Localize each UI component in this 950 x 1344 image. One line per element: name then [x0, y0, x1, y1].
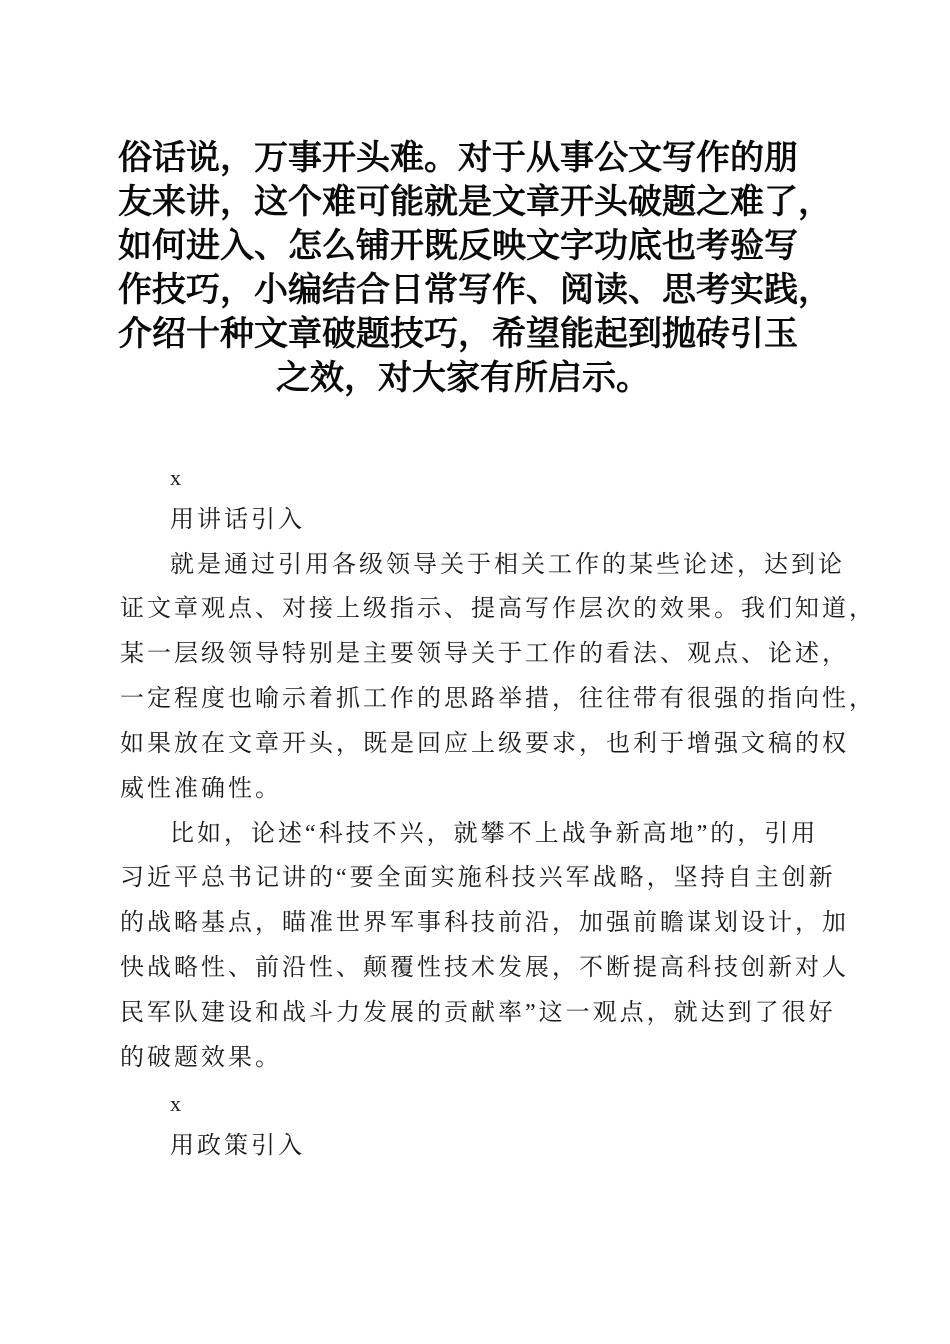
paragraph-line: 民军队建设和战斗力发展的贡献率”这一观点，就达到了很好 [120, 1000, 836, 1026]
paragraph-line: 比如，论述“科技不兴，就攀不上战争新高地”的，引用 [170, 821, 819, 847]
paragraph-line: 快战略性、前沿性、颠覆性技术发展，不断提高科技创新对人 [120, 955, 849, 981]
intro-line-2: 友来讲，这个难可能就是文章开头破题之难了， [118, 182, 832, 222]
paragraph-line: 如果放在文章开头，既是回应上级要求，也利于增强文稿的权 [120, 731, 849, 757]
paragraph-line: 习近平总书记讲的“要全面实施科技兴军战略，坚持自主创新 [120, 865, 836, 891]
intro-line-1: 俗话说，万事开头难。对于从事公文写作的朋 [118, 138, 798, 178]
paragraph-line: 一定程度也喻示着抓工作的思路举措，往往带有很强的指向性， [120, 686, 876, 712]
section-heading-speech: 用讲话引入 [170, 507, 305, 533]
paragraph-line: 某一层级领导特别是主要领导关于工作的看法、观点、论述， [120, 641, 849, 667]
paragraph-line: 就是通过引用各级领导关于相关工作的某些论述，达到论 [170, 552, 845, 578]
paragraph-line: 的战略基点，瞄准世界军事科技前沿，加强前瞻谋划设计，加 [120, 910, 849, 936]
paragraph-line: 的破题效果。 [120, 1045, 282, 1071]
section-marker-1: x [170, 465, 181, 490]
paragraph-line: 威性准确性。 [120, 776, 282, 802]
intro-line-4: 作技巧，小编结合日常写作、阅读、思考实践， [118, 270, 832, 310]
paragraph-line: 证文章观点、对接上级指示、提高写作层次的效果。我们知道， [120, 596, 876, 622]
section-heading-policy: 用政策引入 [170, 1133, 305, 1159]
intro-line-3: 如何进入、怎么铺开既反映文字功底也考验写 [118, 226, 798, 266]
intro-line-6: 之效，对大家有所启示。 [276, 358, 650, 398]
intro-line-5: 介绍十种文章破题技巧，希望能起到抛砖引玉 [118, 314, 798, 354]
section-marker-2: x [170, 1091, 181, 1116]
